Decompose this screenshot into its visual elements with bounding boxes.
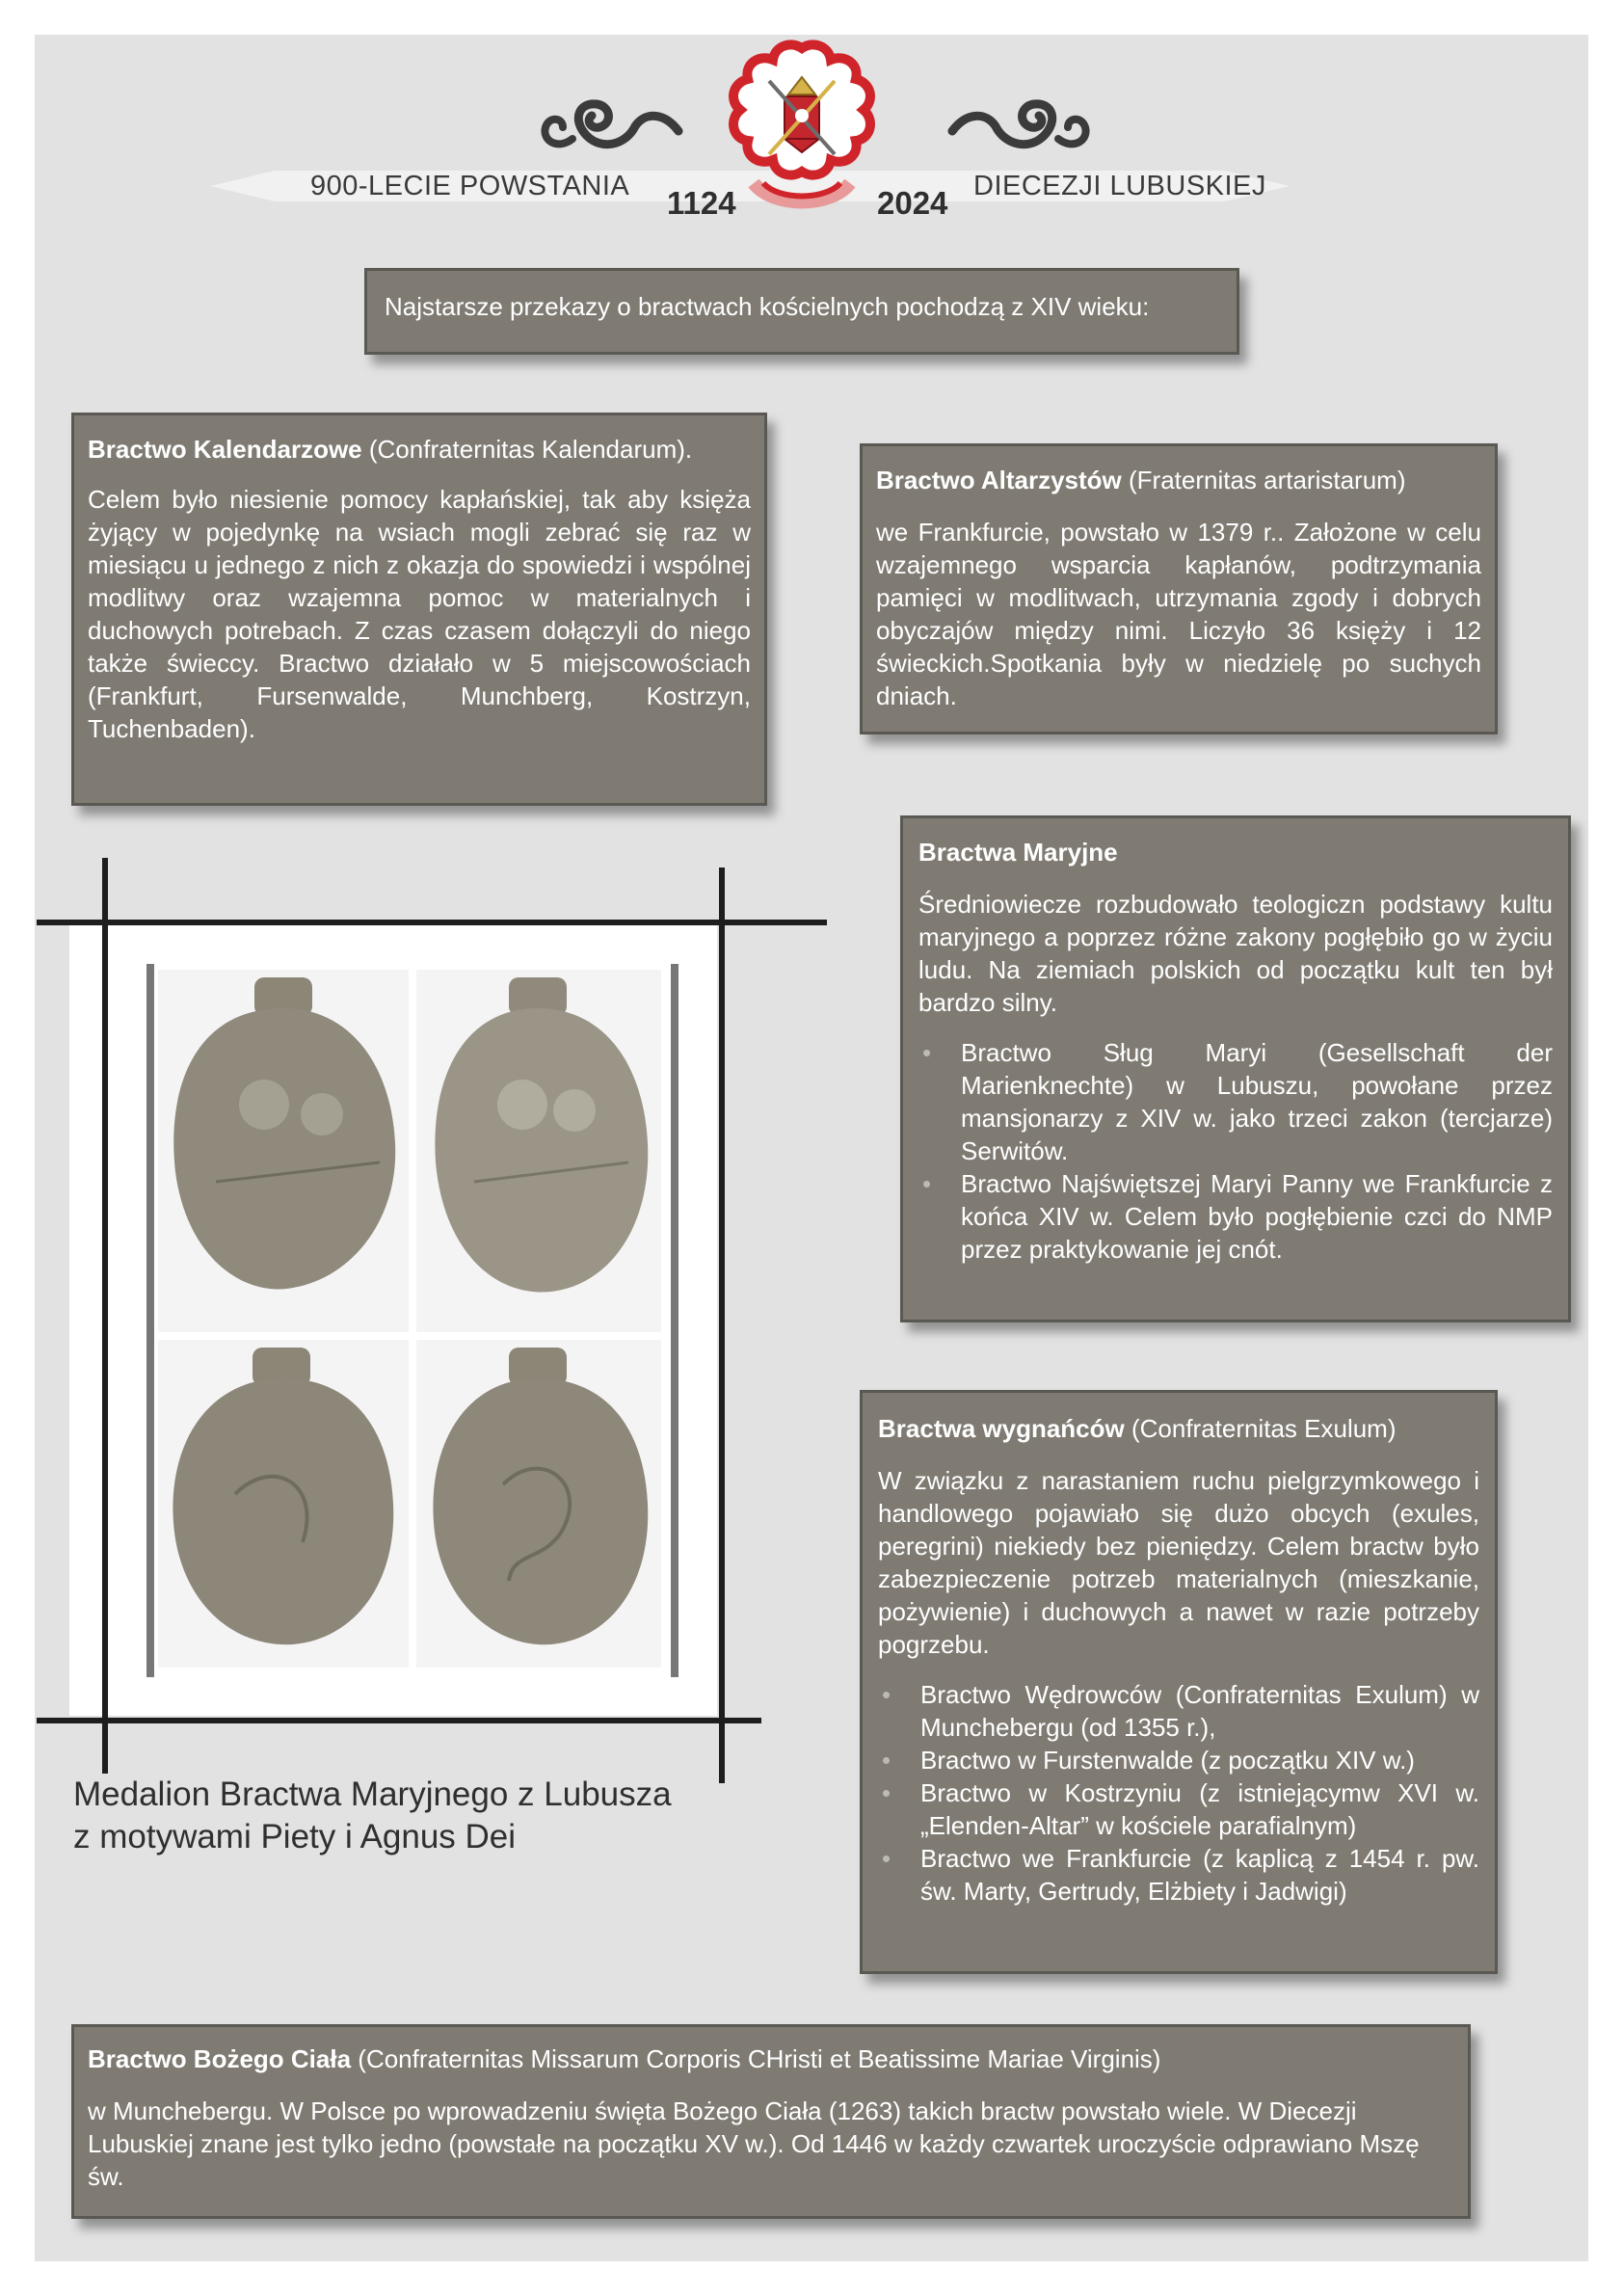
- frame-right-stroke: [719, 868, 725, 1783]
- bozego-ciala-box: [71, 2024, 1471, 2219]
- wygnancow-item-3: • Bractwo w Kostrzyniu (z istniejącymw XVI w. „Elenden-Altar” w kościele parafialnym): [878, 1776, 1479, 1842]
- frame-right-bar: [671, 964, 678, 1677]
- kalendarzowe-box: [71, 413, 767, 806]
- header-year-start: 1124: [667, 185, 736, 221]
- wygnancow-box: [860, 1390, 1498, 1974]
- photo-caption: [73, 1774, 672, 1858]
- medallion-photo-3: [158, 1340, 409, 1668]
- altarzystow-box: [860, 443, 1498, 734]
- frame-top-stroke: [37, 920, 827, 925]
- bozego-ciala-latin: (Confraternitas Missarum Corporis CHristi et Beatissime Mariae Virginis): [351, 2044, 1161, 2073]
- maryjne-item-1: • Bractwo Sług Maryi (Gesellschaft der Marienknechte) w Lubuszu, powołane przez mansjonarzy z XIV w. jako trzeci zakon (tercjarze) Serwitów.: [918, 1036, 1553, 1167]
- wygnancow-list: [878, 1678, 1479, 1908]
- right-scroll-ornament-icon: [943, 93, 1097, 160]
- bozego-ciala-title: Bractwo Bożego Ciała: [88, 2044, 352, 2073]
- medallion-photo-1: [158, 970, 409, 1332]
- frame-left-stroke: [102, 858, 108, 1774]
- maryjne-body: Średniowiecze rozbudowało teologiczn podstawy kultu maryjnego a poprzez różne zakony pogłębiło go w życiu ludu. Na ziemiach polskich od początku kult ten był bardzo silny.: [918, 890, 1553, 1017]
- altarzystow-body: we Frankfurcie, powstało w 1379 r.. Założone w celu wzajemnego wsparcia kapłanów, podtrzymania pamięci w modlitwach, utrzymania zgody i dobrych obyczajów między nimi. Liczyło 36 księży i 12 świeckich.Spotkania były w niedzielę po suchych dniach.: [876, 518, 1481, 710]
- kalendarzowe-latin: (Confraternitas Kalendarum).: [361, 435, 693, 464]
- frame-left-bar: [146, 964, 154, 1677]
- maryjne-item-2: • Bractwo Najświętszej Maryi Panny we Frankfurcie z końca XIV w. Celem było pogłębienie czci do NMP przez praktykowanie jej cnót.: [918, 1167, 1553, 1266]
- left-scroll-ornament-icon: [534, 93, 688, 160]
- medallion-photo-2: [416, 970, 661, 1332]
- photo-caption-line-2: z motywami Piety i Agnus Dei: [73, 1818, 517, 1855]
- medallion-photo-frame: [69, 925, 717, 1716]
- maryjne-list: [918, 1036, 1553, 1266]
- kalendarzowe-title: Bractwo Kalendarzowe: [88, 435, 362, 464]
- medallion-photo-4: [416, 1340, 661, 1668]
- maryjne-box: [900, 815, 1571, 1322]
- header-year-end: 2024: [877, 185, 948, 221]
- wygnancow-title: Bractwa wygnańców: [878, 1414, 1125, 1443]
- header-right-text: DIECEZJI LUBUSKIEJ: [973, 171, 1266, 201]
- wygnancow-item-2: • Bractwo w Furstenwalde (z początku XIV w.): [878, 1744, 1479, 1776]
- diocese-logo-icon: [725, 39, 879, 218]
- wygnancow-latin: (Confraternitas Exulum): [1124, 1414, 1397, 1443]
- altarzystow-latin: (Fraternitas artaristarum): [1121, 466, 1406, 494]
- header-left-text: 900-LECIE POWSTANIA: [310, 171, 630, 201]
- photo-caption-line-1: Medalion Bractwa Maryjnego z Lubusza: [73, 1775, 672, 1813]
- intro-text: Najstarsze przekazy o bractwach kościelnych pochodzą z XIV wieku:: [385, 292, 1150, 321]
- kalendarzowe-body: Celem było niesienie pomocy kapłańskiej, tak aby księża żyjący w pojedynkę na wsiach mogli zebrać się raz w miesiącu u jednego z nich z okazja do spowiedzi i wspólnej modlitwy oraz wzajemna pomoc w materialnych i duchowych potrebach. Z czas czasem dołączyli do niego także świeccy. Bractwo działało w 5 miejscowościach (Frankfurt, Fursenwalde, Munchberg, Kostrzyn, Tuchenbaden).: [88, 485, 751, 743]
- wygnancow-item-4: • Bractwo we Frankfurcie (z kaplicą z 1454 r. pw. św. Marty, Gertrudy, Elżbiety i Jadwigi): [878, 1842, 1479, 1908]
- frame-bottom-stroke: [37, 1718, 761, 1723]
- wygnancow-item-1: • Bractwo Wędrowców (Confraternitas Exulum) w Munchebergu (od 1355 r.),: [878, 1678, 1479, 1744]
- altarzystow-title: Bractwo Altarzystów: [876, 466, 1122, 494]
- maryjne-title: Bractwa Maryjne: [918, 838, 1118, 867]
- wygnancow-body: W związku z narastaniem ruchu pielgrzymkowego i handlowego pojawiało się dużo obcych (exules, peregrini) niekiedy bez pieniędzy. Celem bractw było zabezpieczenie potrzeb materialnych (mieszkanie, pożywienie) i duchowych a nawet w razie potrzeby pogrzebu.: [878, 1466, 1479, 1659]
- bozego-ciala-body: w Munchebergu. W Polsce po wprowadzeniu święta Bożego Ciała (1263) takich bractw powstało wiele. W Diecezji Lubuskiej znane jest tylko jedno (powstałe na początku XV w.). Od 1446 w każdy czwartek uroczyście odprawiano Mszę św.: [88, 2096, 1420, 2191]
- intro-box: [364, 268, 1239, 355]
